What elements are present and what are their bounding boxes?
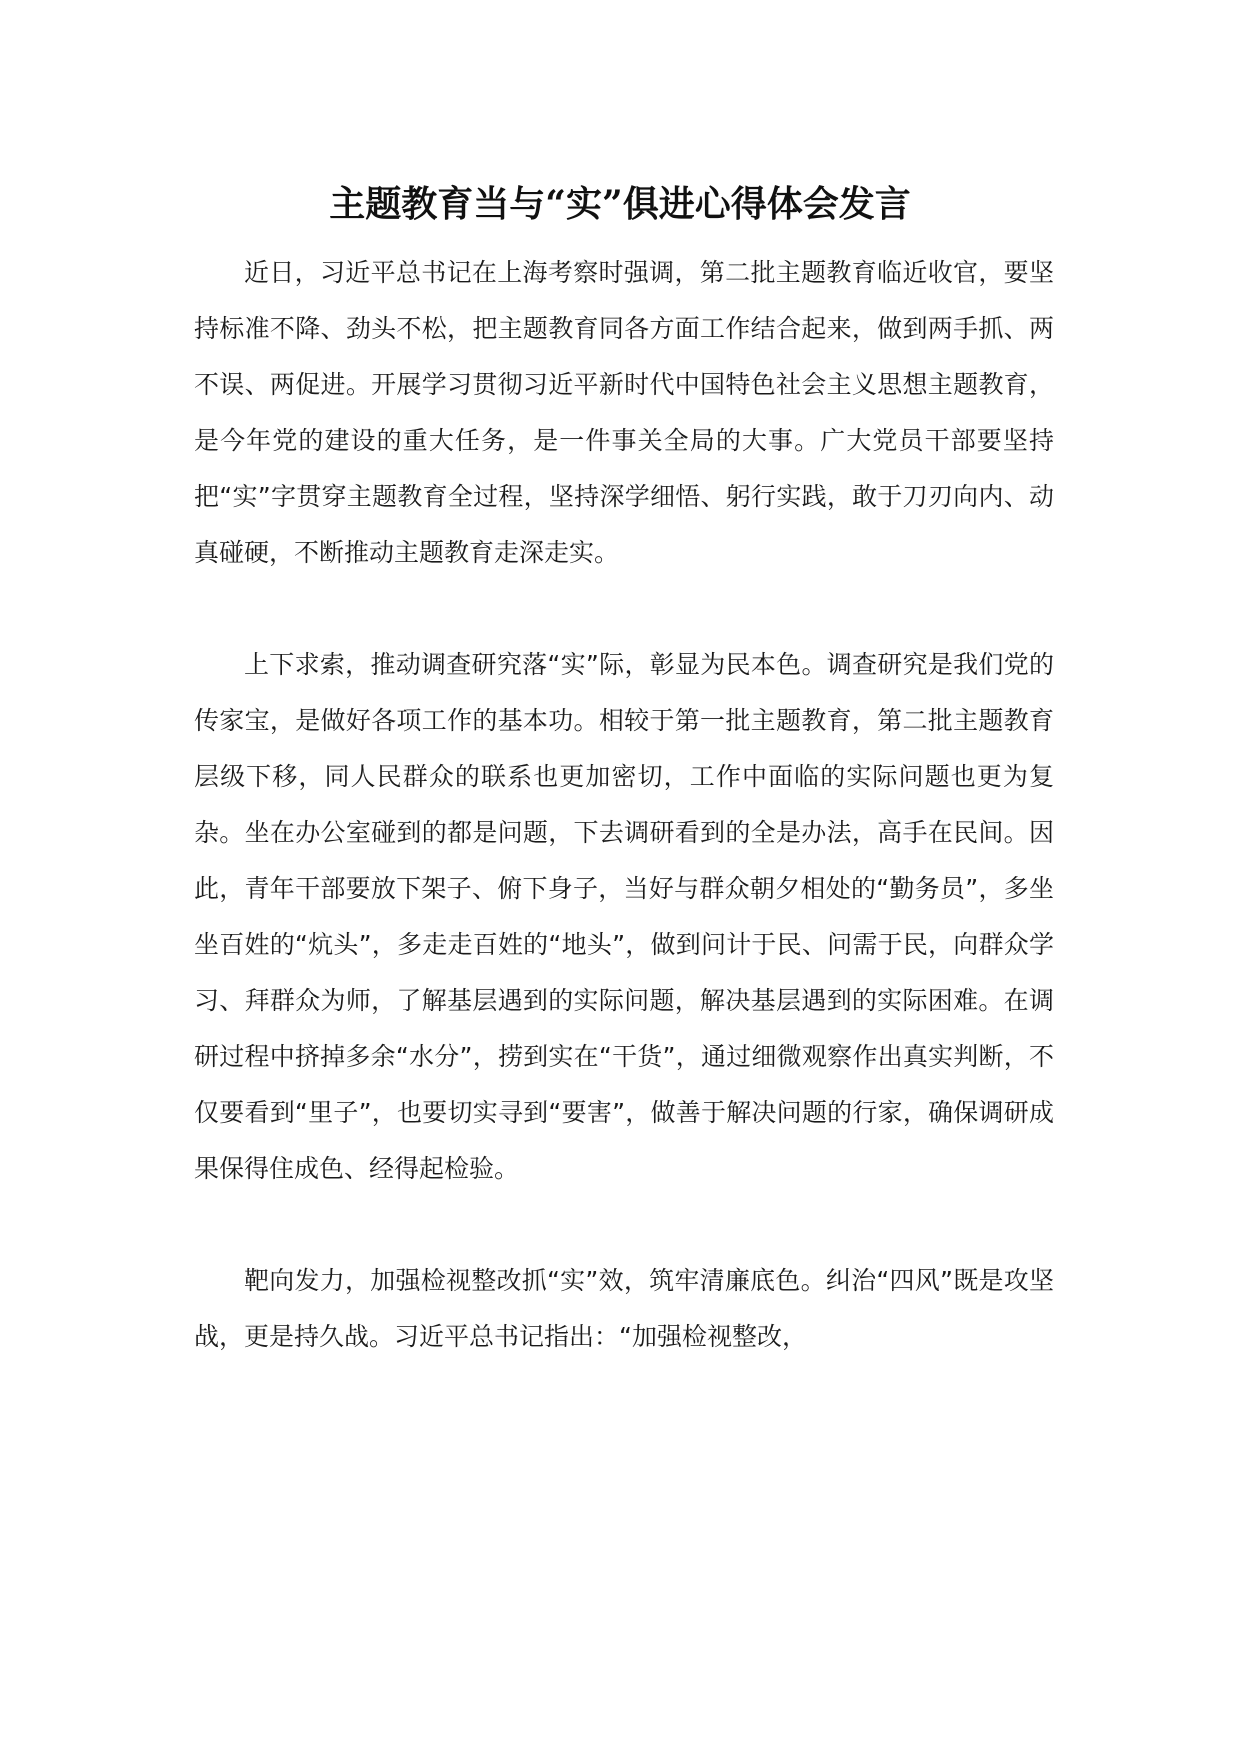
document-body (194, 245, 1054, 1365)
paragraph-rectification: 靶向发力，加强检视整改抓“实”效，筑牢清廉底色。纠治“四风”既是攻坚战，更是持久战。习近平总书记指出：“加强检视整改， (194, 1266, 1054, 1351)
paragraph-intro: 近日，习近平总书记在上海考察时强调，第二批主题教育临近收官，要坚持标准不降、劲头不松，把主题教育同各方面工作结合起来，做到两手抓、两不误、两促进。开展学习贯彻习近平新时代中国特色社会主义思想主题教育，是今年党的建设的重大任务，是一件事关全局的大事。广大党员干部要坚持把“实”字贯穿主题教育全过程，坚持深学细悟、躬行实践，敢于刀刃向内、动真碰硬，不断推动主题教育走深走实。 (194, 258, 1054, 567)
document-title: 主题教育当与“实”俱进心得体会发言 (329, 183, 911, 225)
paragraph-research: 上下求索，推动调查研究落“实”际，彰显为民本色。调查研究是我们党的传家宝，是做好各项工作的基本功。相较于第一批主题教育，第二批主题教育层级下移，同人民群众的联系也更加密切，工作中面临的实际问题也更为复杂。坐在办公室碰到的都是问题，下去调研看到的全是办法，高手在民间。因此，青年干部要放下架子、俯下身子，当好与群众朝夕相处的“勤务员”，多坐坐百姓的“炕头”，多走走百姓的“地头”，做到问计于民、问需于民，向群众学习、拜群众为师，了解基层遇到的实际问题，解决基层遇到的实际困难。在调研过程中挤掉多余“水分”，捞到实在“干货”，通过细微观察作出真实判断，不仅要看到“里子”，也要切实寻到“要害”，做善于解决问题的行家，确保调研成果保得住成色、经得起检验。 (194, 650, 1054, 1183)
